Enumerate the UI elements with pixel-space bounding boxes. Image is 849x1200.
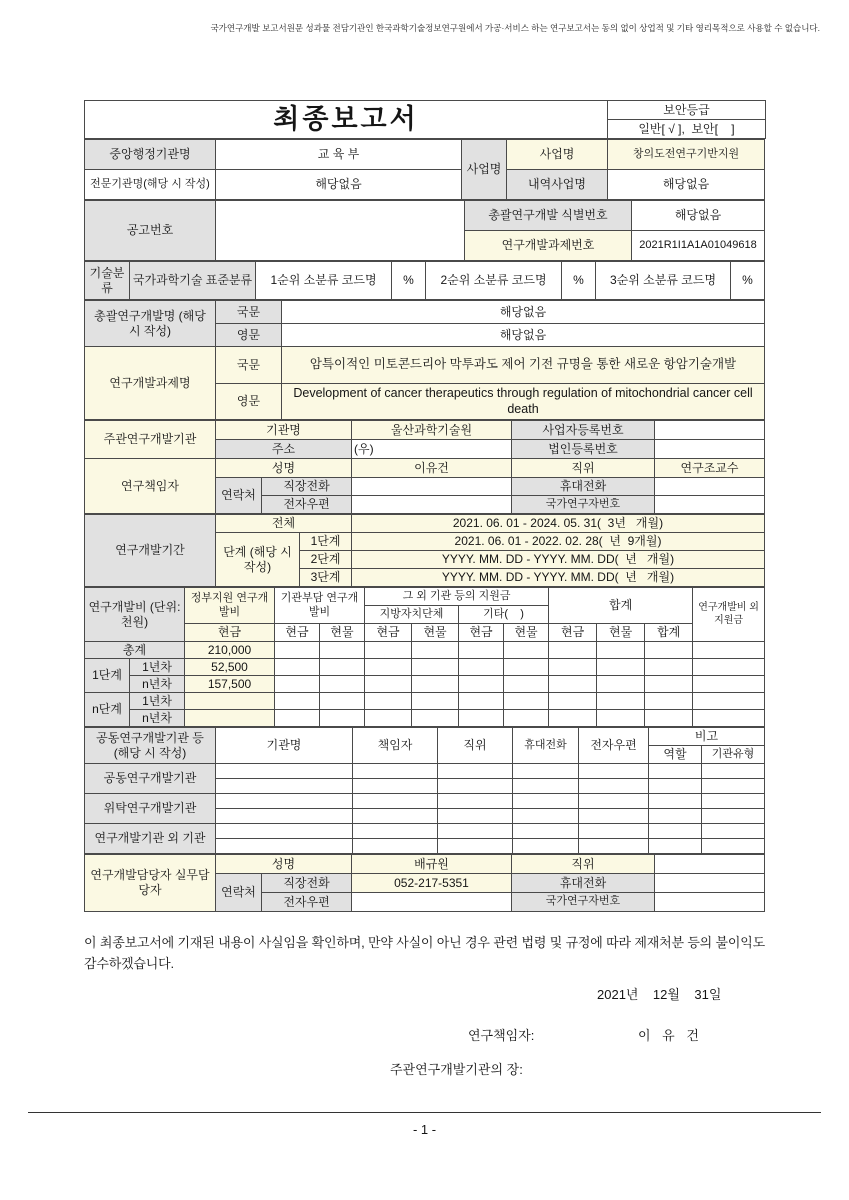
pi-tel-value — [352, 478, 512, 496]
pi-signature-name: 이 유 건 — [638, 1028, 703, 1043]
staff-email-label: 전자우편 — [262, 893, 352, 912]
empty-cell — [504, 659, 549, 676]
overall-kr-label: 국문 — [216, 301, 282, 324]
budget-etc-cash-header: 현금 — [459, 624, 504, 642]
empty-cell — [320, 659, 365, 676]
empty-cell — [216, 839, 353, 854]
project-kr-value: 암특이적인 미토콘드리아 막투과도 제어 기전 규명을 통한 새로운 항암기술개발 — [282, 347, 765, 384]
empty-cell — [649, 779, 702, 794]
footer-divider — [28, 1112, 821, 1113]
budget-s1y1-gov-value: 52,500 — [185, 659, 275, 676]
biz-reg-no-value — [655, 421, 765, 440]
budget-local-inkind-header: 현물 — [412, 624, 459, 642]
period-total-label: 전체 — [216, 515, 352, 533]
empty-cell — [353, 839, 438, 854]
empty-cell — [504, 710, 549, 727]
empty-cell — [365, 676, 412, 693]
corp-reg-no-label: 법인등록번호 — [512, 440, 655, 459]
empty-cell — [504, 693, 549, 710]
staff-tel-value: 052-217-5351 — [352, 874, 512, 893]
project-en-label: 영문 — [216, 384, 282, 420]
empty-cell — [513, 824, 579, 839]
pi-mobile-value — [655, 478, 765, 496]
empty-cell — [320, 693, 365, 710]
budget-label: 연구개발비 (단위: 천원) — [85, 588, 185, 642]
empty-cell — [645, 710, 693, 727]
pi-name-label: 성명 — [216, 459, 352, 478]
empty-cell — [353, 794, 438, 809]
partner-row-label: 연구개발기관 외 기관 — [85, 824, 216, 854]
specialized-agency-value: 해당없음 — [216, 170, 462, 200]
empty-cell — [353, 764, 438, 779]
period-total-value: 2021. 06. 01 - 2024. 05. 31( 3년 개월) — [352, 515, 765, 533]
empty-cell — [649, 794, 702, 809]
budget-s1y1-label: 1년차 — [130, 659, 185, 676]
budget-local-cash-header: 현금 — [365, 624, 412, 642]
tech-class-table — [84, 261, 765, 300]
empty-cell — [216, 824, 353, 839]
empty-cell — [320, 710, 365, 727]
empty-cell — [579, 764, 649, 779]
empty-cell — [549, 710, 597, 727]
project-title-table — [84, 300, 765, 420]
pi-label: 연구책임자 — [85, 459, 216, 514]
period-table — [84, 514, 765, 587]
budget-sum-inkind-header: 현물 — [597, 624, 645, 642]
class-rank3-label: 3순위 소분류 코드명 — [596, 262, 731, 300]
partner-head-header: 책임자 — [353, 728, 438, 764]
budget-s1yn-gov-value: 157,500 — [185, 676, 275, 693]
program-name-value: 창의도전연구기반지원 — [608, 140, 765, 170]
empty-cell — [275, 642, 320, 659]
staff-position-value — [655, 855, 765, 874]
empty-cell — [579, 779, 649, 794]
empty-cell — [693, 693, 765, 710]
class-rank2-label: 2순위 소분류 코드명 — [426, 262, 562, 300]
pi-tel-label: 직장전화 — [262, 478, 352, 496]
budget-extra-header: 연구개발비 외 지원금 — [693, 588, 765, 642]
period-stage3-value: YYYY. MM. DD - YYYY. MM. DD( 년 개월) — [352, 569, 765, 587]
empty-cell — [438, 764, 513, 779]
program-name-label: 사업명 — [507, 140, 608, 170]
period-stage1-label: 1단계 — [300, 533, 352, 551]
empty-cell — [549, 659, 597, 676]
class-rank1-label: 1순위 소분류 코드명 — [256, 262, 392, 300]
tech-class-label: 기술분류 — [85, 262, 130, 300]
pi-mobile-label: 휴대전화 — [512, 478, 655, 496]
budget-total-row-label: 총계 — [85, 642, 185, 659]
class-rank3-pct: % — [731, 262, 765, 300]
org-pi-table — [84, 420, 765, 514]
staff-contact-label: 연락처 — [216, 874, 262, 912]
specialized-agency-label: 전문기관명(해당 시 작성) — [85, 170, 216, 200]
overall-id-label: 총괄연구개발 식별번호 — [465, 201, 632, 231]
empty-cell — [513, 809, 579, 824]
staff-label: 연구개발담당자 실무담당자 — [85, 855, 216, 912]
agency-table — [84, 139, 765, 200]
budget-table — [84, 587, 765, 727]
empty-cell — [579, 809, 649, 824]
budget-gov-cash-header: 현금 — [185, 624, 275, 642]
partner-row-label: 공동연구개발기관 — [85, 764, 216, 794]
budget-sny1-gov-value — [185, 693, 275, 710]
empty-cell — [275, 659, 320, 676]
empty-cell — [579, 839, 649, 854]
empty-cell — [702, 824, 765, 839]
partner-note-header: 비고 — [649, 728, 765, 746]
budget-stagen-label: n단계 — [85, 693, 130, 727]
empty-cell — [275, 676, 320, 693]
page-number: - 1 - — [412, 1122, 437, 1137]
partner-type-header: 기관유형 — [702, 746, 765, 764]
empty-cell — [438, 824, 513, 839]
staff-table — [84, 854, 765, 912]
project-number-label: 연구개발과제번호 — [465, 231, 632, 261]
empty-cell — [513, 764, 579, 779]
empty-cell — [645, 659, 693, 676]
report-title: 최종보고서 — [85, 101, 608, 139]
period-stage3-label: 3단계 — [300, 569, 352, 587]
org-address-label: 주소 — [216, 440, 352, 459]
partner-org-header: 기관명 — [216, 728, 353, 764]
budget-gov-header: 정부지원 연구개발비 — [185, 588, 275, 624]
empty-cell — [597, 659, 645, 676]
empty-cell — [216, 779, 353, 794]
title-table — [84, 100, 766, 139]
empty-cell — [412, 676, 459, 693]
empty-cell — [702, 764, 765, 779]
staff-researcher-no-value — [655, 893, 765, 912]
empty-cell — [412, 642, 459, 659]
empty-cell — [693, 642, 765, 659]
biz-reg-no-label: 사업자등록번호 — [512, 421, 655, 440]
partner-row-label: 위탁연구개발기관 — [85, 794, 216, 824]
empty-cell — [645, 693, 693, 710]
empty-cell — [597, 676, 645, 693]
empty-cell — [693, 710, 765, 727]
empty-cell — [365, 693, 412, 710]
class-rank1-pct: % — [392, 262, 426, 300]
period-stage1-value: 2021. 06. 01 - 2022. 02. 28( 년 9개월) — [352, 533, 765, 551]
central-admin-label: 중앙행정기관명 — [85, 140, 216, 170]
pledge-paragraph: 이 최종보고서에 기재된 내용이 사실임을 확인하며, 만약 사실이 아닌 경우 관련 법령 및 규정에 따라 제재처분 등의 불이익도 감수하겠습니다. — [84, 935, 765, 971]
overall-en-value: 해당없음 — [282, 324, 765, 347]
empty-cell — [549, 642, 597, 659]
empty-cell — [438, 794, 513, 809]
project-kr-label: 국문 — [216, 347, 282, 384]
empty-cell — [275, 710, 320, 727]
partners-table — [84, 727, 765, 854]
empty-cell — [412, 710, 459, 727]
report-date: 2021년 12월 31일 — [597, 987, 722, 1002]
security-grade-value: 일반[ √ ], 보안[ ] — [608, 120, 766, 139]
notice-number-value — [216, 201, 465, 261]
overall-kr-value: 해당없음 — [282, 301, 765, 324]
empty-cell — [549, 676, 597, 693]
org-head-signature-label: 주관연구개발기관의 장: — [390, 1062, 523, 1077]
partner-email-header: 전자우편 — [579, 728, 649, 764]
empty-cell — [693, 676, 765, 693]
empty-cell — [597, 642, 645, 659]
staff-mobile-label: 휴대전화 — [512, 874, 655, 893]
empty-cell — [649, 824, 702, 839]
overall-id-value: 해당없음 — [632, 201, 765, 231]
pi-signature-label: 연구책임자: — [468, 1028, 535, 1043]
partner-mobile-header: 휴대전화 — [513, 728, 579, 764]
empty-cell — [504, 676, 549, 693]
budget-etc-inkind-header: 현물 — [504, 624, 549, 642]
empty-cell — [438, 839, 513, 854]
notice-number-label: 공고번호 — [85, 201, 216, 261]
copyright-disclaimer: 국가연구개발 보고서원문 성과물 전담기관인 한국과학기술정보연구원에서 가공·서비스 하는 연구보고서는 동의 없이 상업적 및 기타 영리목적으로 사용할 수 없습니다. — [210, 23, 820, 33]
budget-inst-cash-header: 현금 — [275, 624, 320, 642]
empty-cell — [320, 676, 365, 693]
empty-cell — [353, 779, 438, 794]
partner-role-header: 역할 — [649, 746, 702, 764]
empty-cell — [649, 809, 702, 824]
security-grade-label: 보안등급 — [608, 101, 766, 120]
budget-inst-inkind-header: 현물 — [320, 624, 365, 642]
empty-cell — [365, 642, 412, 659]
program-group-label: 사업명 — [462, 140, 507, 200]
staff-name-label: 성명 — [216, 855, 352, 874]
budget-inst-header: 기관부담 연구개발비 — [275, 588, 365, 624]
lead-org-label: 주관연구개발기관 — [85, 421, 216, 459]
empty-cell — [216, 794, 353, 809]
period-stage2-label: 2단계 — [300, 551, 352, 569]
subprogram-value: 해당없음 — [608, 170, 765, 200]
budget-snyn-gov-value — [185, 710, 275, 727]
empty-cell — [504, 642, 549, 659]
empty-cell — [459, 642, 504, 659]
subprogram-label: 내역사업명 — [507, 170, 608, 200]
staff-researcher-no-label: 국가연구자번호 — [512, 893, 655, 912]
org-name-value: 울산과학기술원 — [352, 421, 512, 440]
budget-other-header: 그 외 기관 등의 지원금 — [365, 588, 549, 606]
pi-position-value: 연구조교수 — [655, 459, 765, 478]
empty-cell — [597, 710, 645, 727]
empty-cell — [693, 659, 765, 676]
pi-researcher-no-label: 국가연구자번호 — [512, 496, 655, 514]
empty-cell — [549, 693, 597, 710]
pi-contact-label: 연락처 — [216, 478, 262, 514]
std-class-label: 국가과학기술 표준분류 — [130, 262, 256, 300]
empty-cell — [513, 779, 579, 794]
budget-s1yn-label: n년차 — [130, 676, 185, 693]
empty-cell — [579, 794, 649, 809]
pi-name-value: 이유건 — [352, 459, 512, 478]
org-address-value: (우) — [352, 440, 512, 459]
empty-cell — [320, 642, 365, 659]
empty-cell — [702, 839, 765, 854]
budget-total-gov-value: 210,000 — [185, 642, 275, 659]
budget-sum-total-header: 합계 — [645, 624, 693, 642]
period-stage2-value: YYYY. MM. DD - YYYY. MM. DD( 년 개월) — [352, 551, 765, 569]
empty-cell — [438, 779, 513, 794]
empty-cell — [597, 693, 645, 710]
budget-sum-cash-header: 현금 — [549, 624, 597, 642]
notice-table — [84, 200, 765, 261]
empty-cell — [649, 764, 702, 779]
staff-name-value: 배규원 — [352, 855, 512, 874]
period-stage-label: 단계 (해당 시 작성) — [216, 533, 300, 587]
budget-sum-header: 합계 — [549, 588, 693, 624]
staff-email-value — [352, 893, 512, 912]
empty-cell — [365, 710, 412, 727]
project-name-label: 연구개발과제명 — [85, 347, 216, 420]
partner-pos-header: 직위 — [438, 728, 513, 764]
empty-cell — [459, 710, 504, 727]
empty-cell — [353, 824, 438, 839]
pi-email-label: 전자우편 — [262, 496, 352, 514]
empty-cell — [365, 659, 412, 676]
empty-cell — [649, 839, 702, 854]
empty-cell — [645, 642, 693, 659]
empty-cell — [702, 779, 765, 794]
empty-cell — [702, 809, 765, 824]
empty-cell — [702, 794, 765, 809]
empty-cell — [645, 676, 693, 693]
final-report-form — [84, 100, 765, 912]
org-name-label: 기관명 — [216, 421, 352, 440]
staff-mobile-value — [655, 874, 765, 893]
empty-cell — [579, 824, 649, 839]
budget-local-header: 지방자치단체 — [365, 606, 459, 624]
empty-cell — [459, 676, 504, 693]
project-en-value: Development of cancer therapeutics through regulation of mitochondrial cancer cell death — [282, 384, 765, 420]
period-label: 연구개발기간 — [85, 515, 216, 587]
project-number-value: 2021R1I1A1A01049618 — [632, 231, 765, 261]
budget-etc-header: 기타( ) — [459, 606, 549, 624]
empty-cell — [412, 659, 459, 676]
empty-cell — [513, 839, 579, 854]
overall-rnd-name-label: 총괄연구개발명 (해당 시 작성) — [85, 301, 216, 347]
staff-position-label: 직위 — [512, 855, 655, 874]
pi-researcher-no-value — [655, 496, 765, 514]
staff-tel-label: 직장전화 — [262, 874, 352, 893]
empty-cell — [438, 809, 513, 824]
empty-cell — [459, 693, 504, 710]
budget-snyn-label: n년차 — [130, 710, 185, 727]
budget-stage1-label: 1단계 — [85, 659, 130, 693]
empty-cell — [412, 693, 459, 710]
central-admin-value: 교 육 부 — [216, 140, 462, 170]
empty-cell — [353, 809, 438, 824]
class-rank2-pct: % — [562, 262, 596, 300]
empty-cell — [216, 809, 353, 824]
corp-reg-no-value — [655, 440, 765, 459]
empty-cell — [513, 794, 579, 809]
budget-sny1-label: 1년차 — [130, 693, 185, 710]
pi-email-value — [352, 496, 512, 514]
empty-cell — [275, 693, 320, 710]
overall-en-label: 영문 — [216, 324, 282, 347]
partners-label: 공동연구개발기관 등 (해당 시 작성) — [85, 728, 216, 764]
empty-cell — [459, 659, 504, 676]
pi-position-label: 직위 — [512, 459, 655, 478]
empty-cell — [216, 764, 353, 779]
